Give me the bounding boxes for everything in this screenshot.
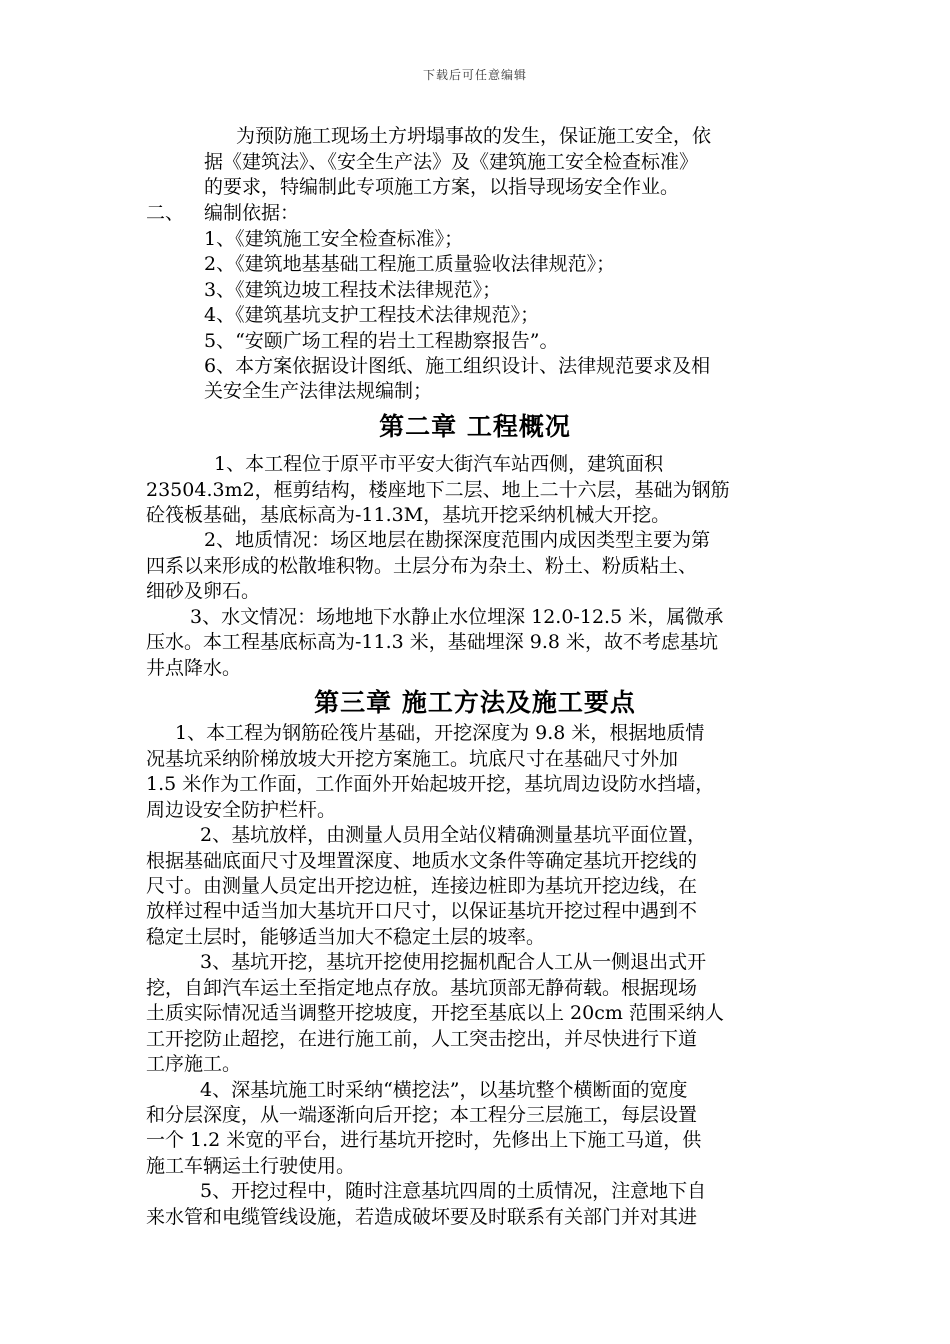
chapter-3-line-1: 1、本工程为钢筋砼筏片基础，开挖深度为 9.8 米，根据地质情 [175, 722, 705, 744]
chapter-2-line-6: 细砂及卵石。 [146, 580, 261, 602]
basis-item-3: 3、《建筑边坡工程技术法律规范》； [204, 279, 502, 301]
chapter-3-line-16: 和分层深度，从一端逐渐向后开挖；本工程分三层施工，每层设置 [146, 1104, 698, 1126]
chapter-3-title: 第三章 施工方法及施工要点 [314, 688, 636, 717]
basis-item-5: 5、“安颐广场工程的岩土工程勘察报告”。 [204, 330, 559, 352]
chapter-2-line-1: 1、本工程位于原平市平安大街汽车站西侧，建筑面积 [214, 453, 664, 475]
chapter-3-line-17: 一个 1.2 米宽的平台，进行基坑开挖时，先修出上下施工马道，供 [146, 1129, 702, 1151]
chapter-3-line-11: 挖，自卸汽车运土至指定地点存放。基坑顶部无静荷载。根据现场 [146, 977, 698, 999]
intro-line-2: 据《建筑法》、《安全生产法》及《建筑施工安全检查标准》 [204, 151, 699, 173]
basis-item-4: 4、《建筑基坑支护工程技术法律规范》； [204, 304, 540, 326]
page-header: 下载后可任意编辑 [422, 68, 527, 82]
chapter-3-line-13: 工开挖防止超挖，在进行施工前，人工突击挖出，并尽快进行下道 [146, 1028, 698, 1050]
chapter-3-line-20: 来水管和电缆管线设施，若造成破坏要及时联系有关部门并对其进 [146, 1206, 698, 1228]
chapter-3-line-4: 周边设安全防护栏杆。 [146, 799, 337, 821]
chapter-2-line-5: 四系以来形成的松散堆积物。土层分布为杂土、粉土、粉质粘土、 [146, 555, 698, 577]
chapter-2-line-3: 砼筏板基础，基底标高为-11.3M，基坑开挖采纳机械大开挖。 [146, 504, 671, 526]
chapter-3-line-3: 1.5 米作为工作面，工作面外开始起坡开挖，基坑周边设防水挡墙， [146, 773, 715, 795]
chapter-3-line-8: 放样过程中适当加大基坑开口尺寸，以保证基坑开挖过程中遇到不 [146, 900, 698, 922]
chapter-3-line-6: 根据基础底面尺寸及埋置深度、地质水文条件等确定基坑开挖线的 [146, 850, 698, 872]
basis-item-6: 6、本方案依据设计图纸、施工组织设计、法律规范要求及相 [204, 355, 711, 377]
section-number: 二、 [146, 202, 185, 224]
chapter-2-title: 第二章 工程概况 [379, 412, 571, 441]
chapter-3-line-12: 土质实际情况适当调整开挖坡度，开挖至基底以上 20cm 范围采纳人 [146, 1002, 724, 1024]
chapter-3-line-19: 5、开挖过程中，随时注意基坑四周的土质情况，注意地下自 [200, 1180, 707, 1202]
chapter-3-line-14: 工序施工。 [146, 1053, 242, 1075]
intro-line-3: 的要求，特编制此专项施工方案，以指导现场安全作业。 [204, 176, 680, 198]
basis-item-6-cont: 关安全生产法律法规编制； [204, 380, 433, 402]
chapter-3-line-10: 3、基坑开挖，基坑开挖使用挖掘机配合人工从一侧退出式开 [200, 951, 707, 973]
chapter-3-line-15: 4、深基坑施工时采纳“横挖法”，以基坑整个横断面的宽度 [200, 1079, 688, 1101]
chapter-3-line-7: 尺寸。由测量人员定出开挖边桩，连接边桩即为基坑开挖边线，在 [146, 875, 698, 897]
basis-item-1: 1、《建筑施工安全检查标准》； [204, 228, 464, 250]
intro-line-1: 为预防施工现场土方坍塌事故的发生，保证施工安全，依 [236, 125, 712, 147]
chapter-3-line-9: 稳定土层时，能够适当加大不稳定土层的坡率。 [146, 926, 546, 948]
chapter-3-line-18: 施工车辆运土行驶使用。 [146, 1155, 356, 1177]
chapter-2-line-9: 井点降水。 [146, 657, 242, 679]
chapter-2-line-4: 2、地质情况：场区地层在勘探深度范围内成因类型主要为第 [204, 529, 711, 551]
section-title: 编制依据： [204, 202, 300, 224]
chapter-3-line-5: 2、基坑放样，由测量人员用全站仪精确测量基坑平面位置， [200, 824, 707, 846]
chapter-3-line-2: 况基坑采纳阶梯放坡大开挖方案施工。坑底尺寸在基础尺寸外加 [146, 748, 679, 770]
chapter-2-line-7: 3、水文情况：场地地下水静止水位埋深 12.0-12.5 米，属微承 [190, 606, 724, 628]
basis-item-2: 2、《建筑地基基础工程施工质量验收法律规范》； [204, 253, 616, 275]
chapter-2-line-2: 23504.3m2，框剪结构，楼座地下二层、地上二十六层，基础为钢筋 [146, 479, 730, 501]
chapter-2-line-8: 压水。本工程基底标高为-11.3 米，基础埋深 9.8 米，故不考虑基坑 [146, 631, 719, 653]
